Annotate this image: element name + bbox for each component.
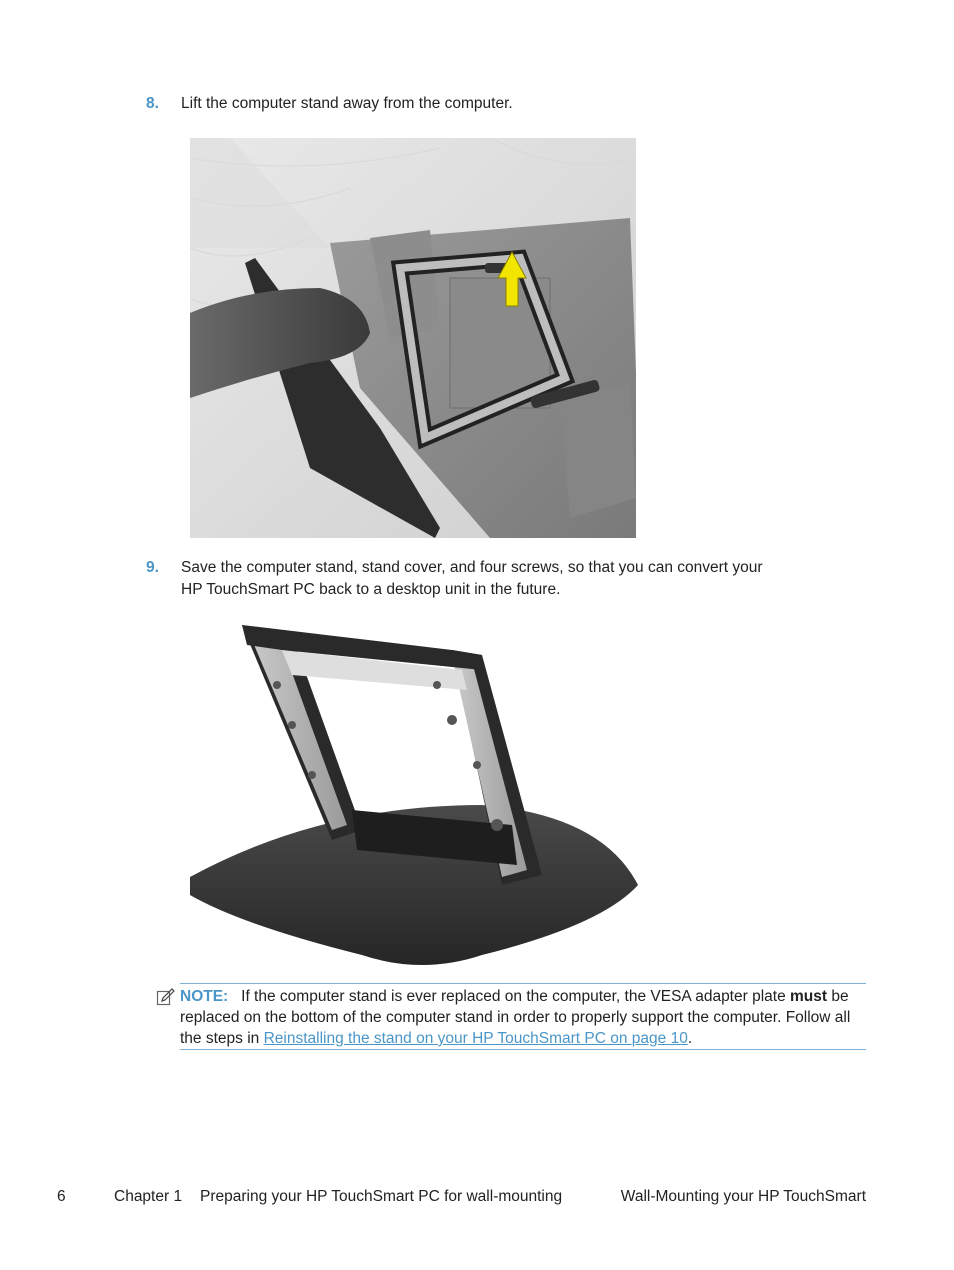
document-title: Wall-Mounting your HP TouchSmart [620,1188,866,1205]
note-box [180,983,866,1050]
step-text: Save the computer stand, stand cover, and four screws, so that you can convert your [181,559,763,576]
speaker-grille-right [560,383,636,518]
stand-removal-illustration [190,138,636,538]
note-line-1 [180,986,849,1007]
note-label: NOTE: [180,988,229,1005]
note-pencil-icon [156,987,176,1007]
step-number: 9. [146,559,159,576]
note-text: the steps in [180,1030,260,1047]
note-line-2: replaced on the bottom of the computer stand in order to properly support the computer. Follow all [180,1009,851,1026]
detached-stand-illustration [182,615,642,977]
page-number: 6 [57,1188,66,1205]
step-text: HP TouchSmart PC back to a desktop unit in the future. [181,581,561,598]
step-text: Lift the computer stand away from the computer. [181,95,513,112]
reinstall-stand-link[interactable]: Reinstalling the stand on your HP TouchSmart PC on page 10 [263,1030,688,1047]
note-line-3 [180,1028,692,1049]
chapter-label: Chapter 1 [114,1188,183,1205]
note-text: be [831,988,849,1005]
note-text: If the computer stand is ever replaced on the computer, the VESA adapter plate [241,988,786,1005]
step-number: 8. [146,95,159,112]
note-text: . [687,1030,693,1047]
note-emphasis: must [790,988,828,1005]
chapter-title: Preparing your HP TouchSmart PC for wall-mounting [200,1188,563,1205]
